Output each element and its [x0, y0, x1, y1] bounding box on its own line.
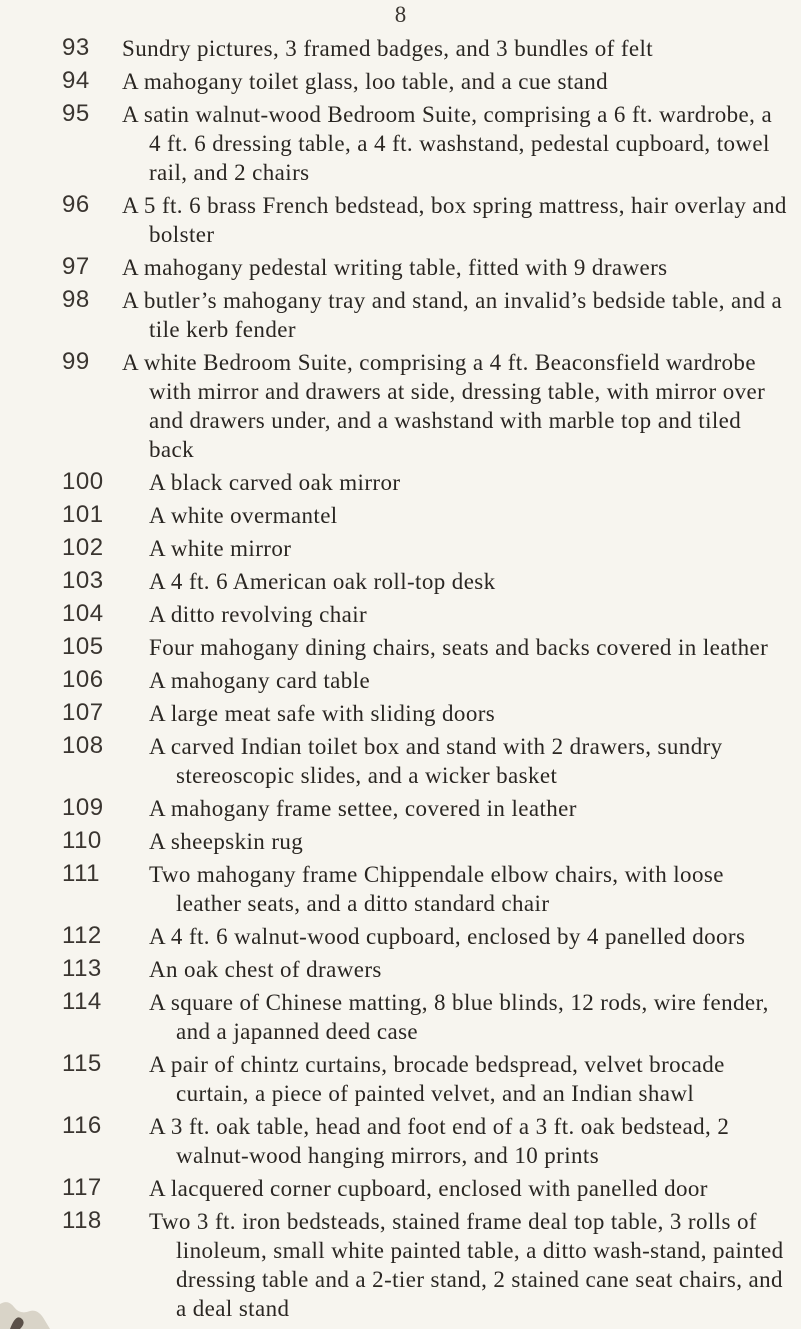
lot-number: 118 — [62, 1207, 102, 1234]
lot-description: An oak chest of drawers — [149, 957, 382, 982]
lot-entry — [0, 600, 801, 629]
lot-number: 100 — [62, 468, 104, 495]
lot-description: A lacquered corner cupboard, enclosed with panelled door — [149, 1176, 708, 1201]
lot-entry — [0, 666, 801, 695]
page-edge-stain — [0, 1249, 80, 1329]
lot-number: 101 — [62, 501, 104, 528]
lot-description: A mahogany card table — [149, 668, 371, 693]
lot-description: A mahogany pedestal writing table, fitted with 9 drawers — [122, 255, 668, 280]
lot-entry — [0, 922, 801, 951]
lot-entry — [0, 468, 801, 497]
lot-description: A carved Indian toilet box and stand with 2 drawers, sundry stereoscopic slides, and a wicker basket — [149, 734, 723, 788]
lot-number: 107 — [62, 699, 104, 726]
lot-entry — [0, 1112, 801, 1170]
lot-description: A large meat safe with sliding doors — [149, 701, 496, 726]
lot-description: A sheepskin rug — [149, 829, 304, 854]
lot-description: A black carved oak mirror — [149, 470, 401, 495]
lot-description: A ditto revolving chair — [149, 602, 368, 627]
lot-number: 96 — [62, 191, 90, 218]
lot-entry — [0, 732, 801, 790]
lot-entry — [0, 67, 801, 96]
lot-entry — [0, 955, 801, 984]
lot-description: Two 3 ft. iron bedsteads, stained frame deal top table, 3 rolls of linoleum, small white painted table, a ditto wash-stand, painted dressing table and a 2-tier stand, 2 stained cane seat chairs, and a deal stand — [149, 1209, 784, 1321]
lot-entry — [0, 34, 801, 63]
lot-description: A white mirror — [149, 536, 292, 561]
lot-description: A white Bedroom Suite, comprising a 4 ft. Beaconsfield wardrobe with mirror and drawers at side, dressing table, with mirror over and drawers under, and a washstand with marble top and tiled back — [122, 350, 766, 462]
lot-entry — [0, 1050, 801, 1108]
lot-entry — [0, 699, 801, 728]
lot-entry — [0, 1174, 801, 1203]
lot-number: 117 — [62, 1174, 102, 1201]
lot-entry — [0, 988, 801, 1046]
lot-entry — [0, 1207, 801, 1323]
lot-description: A satin walnut-wood Bedroom Suite, comprising a 6 ft. wardrobe, a 4 ft. 6 dressing table, a 4 ft. washstand, pedestal cupboard, towel rail, and 2 chairs — [122, 102, 773, 185]
lot-number: 95 — [62, 100, 90, 127]
lot-number: 98 — [62, 286, 90, 313]
lot-number: 102 — [62, 534, 104, 561]
lot-description: A square of Chinese matting, 8 blue blinds, 12 rods, wire fender, and a japanned deed case — [149, 990, 769, 1044]
lot-description: A mahogany frame settee, covered in leather — [149, 796, 577, 821]
lot-number: 113 — [62, 955, 102, 982]
lot-number: 103 — [62, 567, 104, 594]
lot-number: 93 — [62, 34, 90, 61]
lot-description: A mahogany toilet glass, loo table, and a cue stand — [122, 69, 609, 94]
lot-number: 97 — [62, 253, 90, 280]
lot-entry — [0, 100, 801, 187]
lot-description: A 4 ft. 6 American oak roll-top desk — [149, 569, 496, 594]
lot-entry — [0, 567, 801, 596]
lot-number: 115 — [62, 1050, 102, 1077]
lot-entry — [0, 633, 801, 662]
lot-entry — [0, 348, 801, 464]
lot-number: 111 — [62, 860, 100, 887]
lot-entry — [0, 253, 801, 282]
lot-number: 109 — [62, 794, 104, 821]
lot-number: 105 — [62, 633, 104, 660]
lot-entry — [0, 286, 801, 344]
lot-description: A butler’s mahogany tray and stand, an invalid’s bedside table, and a tile kerb fender — [122, 288, 783, 342]
lot-description: A 4 ft. 6 walnut-wood cupboard, enclosed by 4 panelled doors — [149, 924, 746, 949]
lot-description: Four mahogany dining chairs, seats and backs covered in leather — [149, 635, 769, 660]
lot-entry — [0, 501, 801, 530]
lot-number: 99 — [62, 348, 90, 375]
lot-entry — [0, 191, 801, 249]
lot-description: A white overmantel — [149, 503, 338, 528]
page-number: 8 — [394, 2, 407, 27]
lot-entry — [0, 860, 801, 918]
lot-number: 112 — [62, 922, 102, 949]
lot-number: 114 — [62, 988, 102, 1015]
lot-description: A 3 ft. oak table, head and foot end of a 3 ft. oak bedstead, 2 walnut-wood hanging mirrors, and 10 prints — [149, 1114, 730, 1168]
lot-description: Two mahogany frame Chippendale elbow chairs, with loose leather seats, and a ditto standard chair — [149, 862, 724, 916]
lot-description: Sundry pictures, 3 framed badges, and 3 bundles of felt — [122, 36, 654, 61]
lot-entry — [0, 794, 801, 823]
lot-number: 108 — [62, 732, 104, 759]
lot-entry — [0, 827, 801, 856]
lot-number: 94 — [62, 67, 90, 94]
lot-number: 106 — [62, 666, 104, 693]
lot-number: 110 — [62, 827, 102, 854]
lot-description: A 5 ft. 6 brass French bedstead, box spring mattress, hair overlay and bolster — [122, 193, 787, 247]
lot-number: 116 — [62, 1112, 102, 1139]
lot-description: A pair of chintz curtains, brocade bedspread, velvet brocade curtain, a piece of painted velvet, and an Indian shawl — [149, 1052, 725, 1106]
lot-number: 104 — [62, 600, 104, 627]
lot-entry — [0, 534, 801, 563]
lot-list — [0, 34, 801, 1327]
